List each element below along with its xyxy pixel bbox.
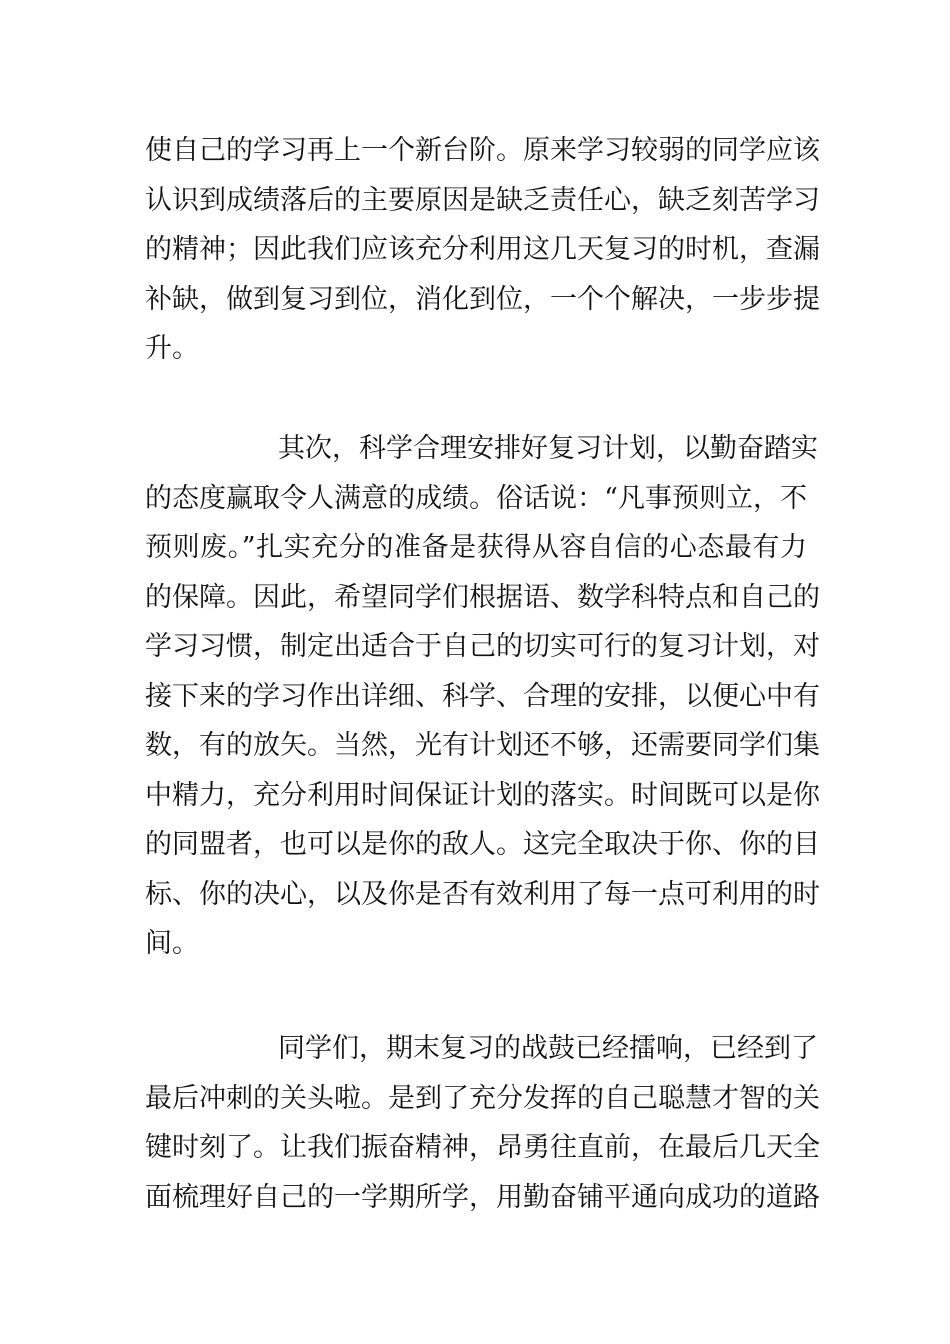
- text-line: 的态度赢取令人满意的成绩。俗话说：“凡事预则立，不: [145, 482, 807, 514]
- text-line: 的同盟者，也可以是你的敌人。这完全取决于你、你的目: [145, 829, 820, 860]
- paragraph-final-sprint: [145, 1024, 820, 1222]
- text-line: 的保障。因此，希望同学们根据语、数学科特点和自己的: [145, 581, 820, 613]
- text-line: 中精力，充分利用时间保证计划的落实。时间既可以是你: [145, 779, 820, 811]
- paragraph-continuation: [145, 126, 820, 374]
- text-line: 使自己的学习再上一个新台阶。原来学习较弱的同学应该: [145, 135, 820, 166]
- text-line: 标、你的决心，以及你是否有效利用了每一点可利用的时: [145, 878, 820, 910]
- text-line: 键时刻了。让我们振奋精神，昂勇往直前，在最后几天全: [145, 1132, 820, 1163]
- text-line: 同学们，期末复习的战鼓已经擂响，已经到了: [278, 1033, 818, 1064]
- text-line: 数，有的放矢。当然，光有计划还不够，还需要同学们集: [145, 730, 820, 761]
- text-line: 认识到成绩落后的主要原因是缺乏责任心，缺乏刻苦学习: [145, 184, 820, 216]
- text-line: 补缺，做到复习到位，消化到位，一个个解决，一步步提: [145, 283, 820, 315]
- text-line: 的精神；因此我们应该充分利用这几天复习的时机，查漏: [145, 234, 820, 265]
- text-line: 接下来的学习作出详细、科学、合理的安排，以便心中有: [145, 680, 820, 712]
- text-line: 其次，科学合理安排好复习计划，以勤奋踏实: [278, 433, 818, 464]
- text-line: 升。: [145, 333, 199, 364]
- paragraph-study-plan: [145, 424, 820, 969]
- text-line: 面梳理好自己的一学期所学，用勤奋铺平通向成功的道路: [145, 1181, 820, 1213]
- text-line: 学习习惯，制定出适合于自己的切实可行的复习计划，对: [145, 631, 820, 662]
- text-line: 预则废。”扎实充分的准备是获得从容自信的心态最有力: [145, 532, 807, 563]
- text-line: 间。: [145, 928, 199, 959]
- text-line: 最后冲刺的关头啦。是到了充分发挥的自己聪慧才智的关: [145, 1082, 820, 1114]
